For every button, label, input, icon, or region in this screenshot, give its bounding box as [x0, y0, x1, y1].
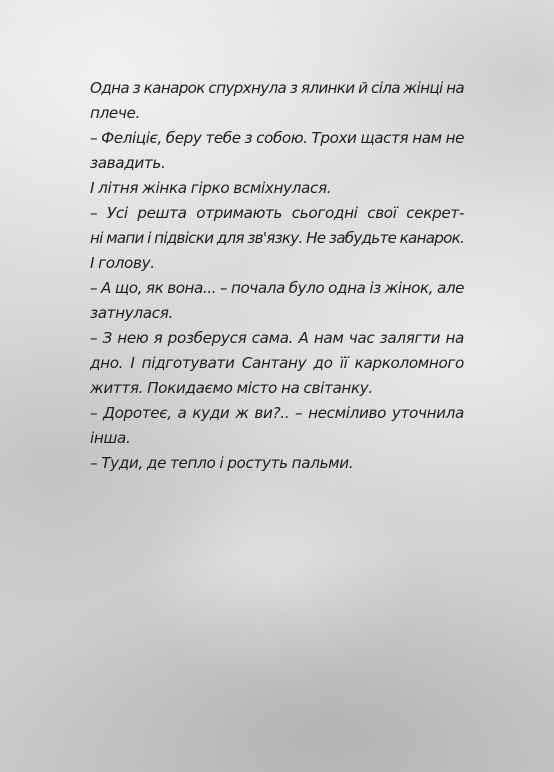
text-line: – Феліціє, беру тебе з собою. Трохи щастя нам не: [90, 129, 465, 147]
text-line: ні мапи і підвіски для зв'язку. Не забудьте канарок.: [90, 229, 465, 247]
text-line: затнулася.: [90, 304, 173, 322]
text-line: Одна з канарок спурхнула з ялинки й сіла жінці на: [90, 79, 465, 97]
paragraph: [90, 451, 464, 476]
paragraph: [90, 76, 464, 126]
paragraph: [90, 401, 464, 451]
text-line: завадить.: [90, 154, 166, 172]
story-text: [90, 76, 464, 476]
paragraph: [90, 201, 464, 276]
paragraph: [90, 276, 464, 326]
paragraph: [90, 176, 464, 201]
text-line: плече.: [90, 104, 141, 122]
text-line: І літня жінка гірко всміхнулася.: [90, 179, 332, 197]
text-line: дно. І підготувати Сантану до її карколомного: [90, 354, 464, 372]
text-line: життя. Покидаємо місто на світанку.: [90, 379, 373, 397]
text-line: – Доротеє, а куди ж ви?.. – несміливо уточнила: [90, 404, 464, 422]
text-line: І голову.: [90, 254, 155, 272]
paragraph: [90, 326, 464, 401]
text-line: – З нею я розберуся сама. А нам час залягти на: [90, 329, 464, 347]
paragraph: [90, 126, 464, 176]
text-line: – А що, як вона... – почала було одна із жінок, але: [90, 279, 464, 297]
text-line: – Усі решта отримають сьогодні свої секрет-: [90, 204, 464, 222]
text-line: – Туди, де тепло і ростуть пальми.: [90, 454, 354, 472]
text-line: інша.: [90, 429, 131, 447]
